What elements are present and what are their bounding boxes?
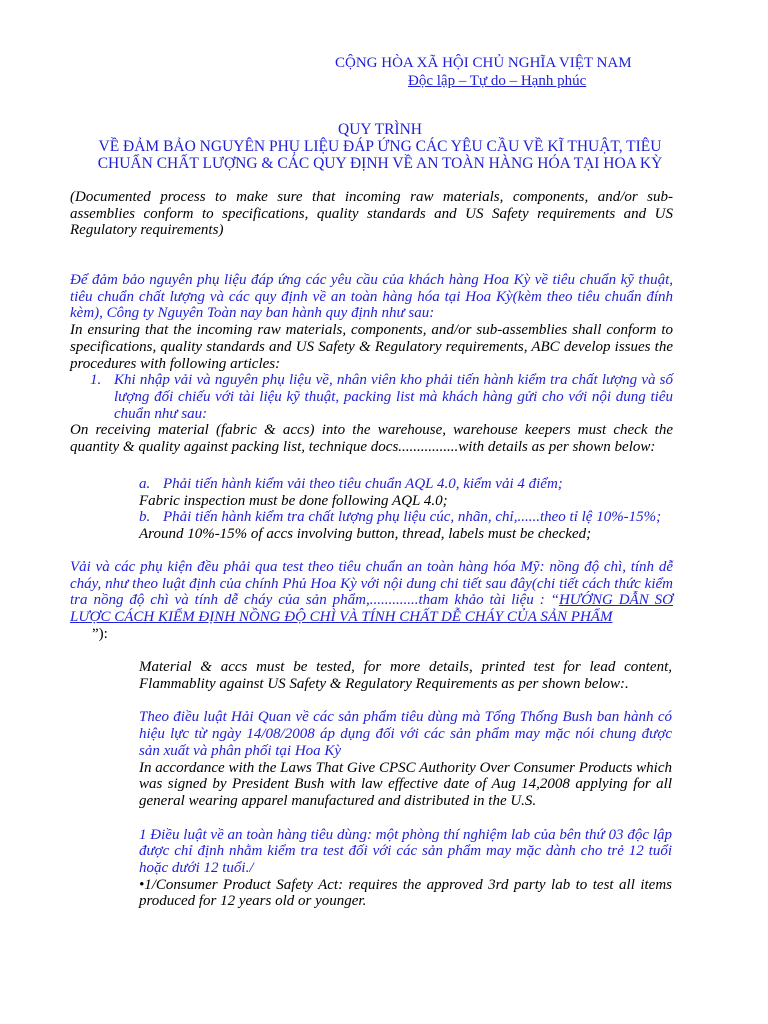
national-header — [0, 54, 768, 90]
sub-items — [139, 476, 672, 543]
testing-vietnamese-text: Vải và các phụ kiện đều phải qua test theo tiêu chuẩn an toàn hàng hóa Mỹ: nồng độ chì, tính dễ cháy, như theo luật định của chính Phủ Hoa Kỳ với nội dung chi tiết sau đây(chi tiết cách thức kiểm tra nồng độ chì và tính dễ cháy của sản phẩm,.............tham khảo tài liệu : “ — [70, 559, 673, 609]
sub-item-b-english: Around 10%-15% of accs involving button, thread, labels must be checked; — [139, 526, 592, 543]
law-vietnamese: Theo điều luật Hải Quan về các sản phẩm tiêu dùng mà Tổng Thống Bush ban hành có hiệu lực từ ngày 14/08/2008 áp dụng đối với các sản phẩm may mặc nói chung được sản xuất và phân phối tại Hoa Kỳ — [139, 709, 672, 759]
document-title — [60, 121, 700, 172]
english-subtitle — [70, 189, 673, 239]
testing-paragraph — [70, 559, 673, 643]
article-1 — [70, 372, 673, 422]
law-section — [139, 659, 672, 910]
intro-vietnamese: Để đảm bảo nguyên phụ liệu đáp ứng các yêu cầu của khách hàng Hoa Kỳ về tiêu chuẩn kỹ thuật, tiêu chuẩn chất lượng và các quy định về an toàn hàng hóa tại Hoa Kỳ(kèm theo tiêu chuẩn đính kèm), Công ty Nguyên Toàn nay ban hành quy định như sau: — [70, 272, 673, 322]
law-english: In accordance with the Laws That Give CPSC Authority Over Consumer Products which was signed by President Bush with law effective date of Aug 14,2008 applying for all general wearing apparel manufactured and distributed in the U.S. — [139, 759, 672, 809]
rule-1-vietnamese: 1 Điều luật về an toàn hàng tiêu dùng: một phòng thí nghiệm lab của bên thứ 03 độc lập được chỉ định nhằm kiểm tra test đối với các sản phẩm may mặc dành cho trẻ 12 tuổi hoặc dưới 12 tuổi./ — [139, 826, 672, 877]
sub-item-b-letter: b. — [139, 509, 151, 526]
article-1-number: 1. — [90, 372, 102, 389]
sub-item-b — [139, 509, 672, 526]
sub-item-a-vietnamese: Phải tiến hành kiểm vải theo tiêu chuẩn AQL 4.0, kiểm vải 4 điểm; — [163, 476, 563, 492]
spacer — [139, 692, 672, 709]
national-motto: Độc lập – Tự do – Hạnh phúc — [408, 73, 587, 89]
testing-vietnamese — [70, 559, 673, 626]
sub-item-b-vietnamese: Phải tiến hành kiểm tra chất lượng phụ liệu cúc, nhãn, chỉ,......theo tỉ lệ 10%-15%; — [163, 509, 662, 526]
spacer — [139, 810, 672, 827]
intro-section — [70, 272, 673, 456]
sub-item-a-english: Fabric inspection must be done following AQL 4.0; — [139, 492, 448, 509]
subtitle-text: (Documented process to make sure that incoming raw materials, components, and/or sub-assemblies conform to specifications, quality standards and US Safety requirements and US Regulatory requirements) — [70, 189, 673, 239]
guide-document-link[interactable]: HƯỚNG DẪN SƠ LƯỢC CÁCH KIỂM ĐỊNH NỒNG ĐỘ CHÌ VÀ TÍNH CHẤT DỄ CHÁY CỦA SẢN PHẨM — [70, 592, 673, 626]
sub-item-a-letter: a. — [139, 476, 151, 492]
intro-english: In ensuring that the incoming raw materials, components, and/or sub-assemblies shall conform to specifications, quality standards and US Safety & Regulatory requirements, ABC develop issues the procedures with following articles: — [70, 322, 673, 372]
title-line-2: VỀ ĐẢM BẢO NGUYÊN PHỤ LIỆU ĐÁP ỨNG CÁC YÊU CẦU VỀ KĨ THUẬT, TIÊU — [98, 138, 662, 155]
title-line-1: QUY TRÌNH — [338, 121, 422, 138]
country-name: CỘNG HÒA XÃ HỘI CHỦ NGHĨA VIỆT NAM — [335, 55, 632, 71]
sub-item-a — [139, 476, 672, 493]
article-1-vietnamese: Khi nhập vải và nguyên phụ liệu về, nhân viên kho phải tiến hành kiểm tra chất lượng và số lượng đối chiếu với tài liệu kỹ thuật, packing list mà khách hàng gửi cho với nội dung tiêu chuẩn như sau: — [114, 372, 673, 422]
article-1-english: On receiving material (fabric & accs) into the warehouse, warehouse keepers must check the quantity & quality against packing list, technique docs................with details as per shown below: — [70, 422, 673, 456]
testing-close-quote: ”): — [92, 625, 108, 642]
testing-english: Material & accs must be tested, for more details, printed test for lead content, Flammablity against US Safety & Regulatory Requirements as per shown below:. — [139, 659, 672, 692]
title-line-3: CHUẨN CHẤT LƯỢNG & CÁC QUY ĐỊNH VỀ AN TOÀN HÀNG HÓA TẠI HOA KỲ — [97, 155, 663, 172]
rule-1-english: •1/Consumer Product Safety Act: requires the approved 3rd party lab to test all items produced for 12 years old or younger. — [139, 876, 672, 910]
